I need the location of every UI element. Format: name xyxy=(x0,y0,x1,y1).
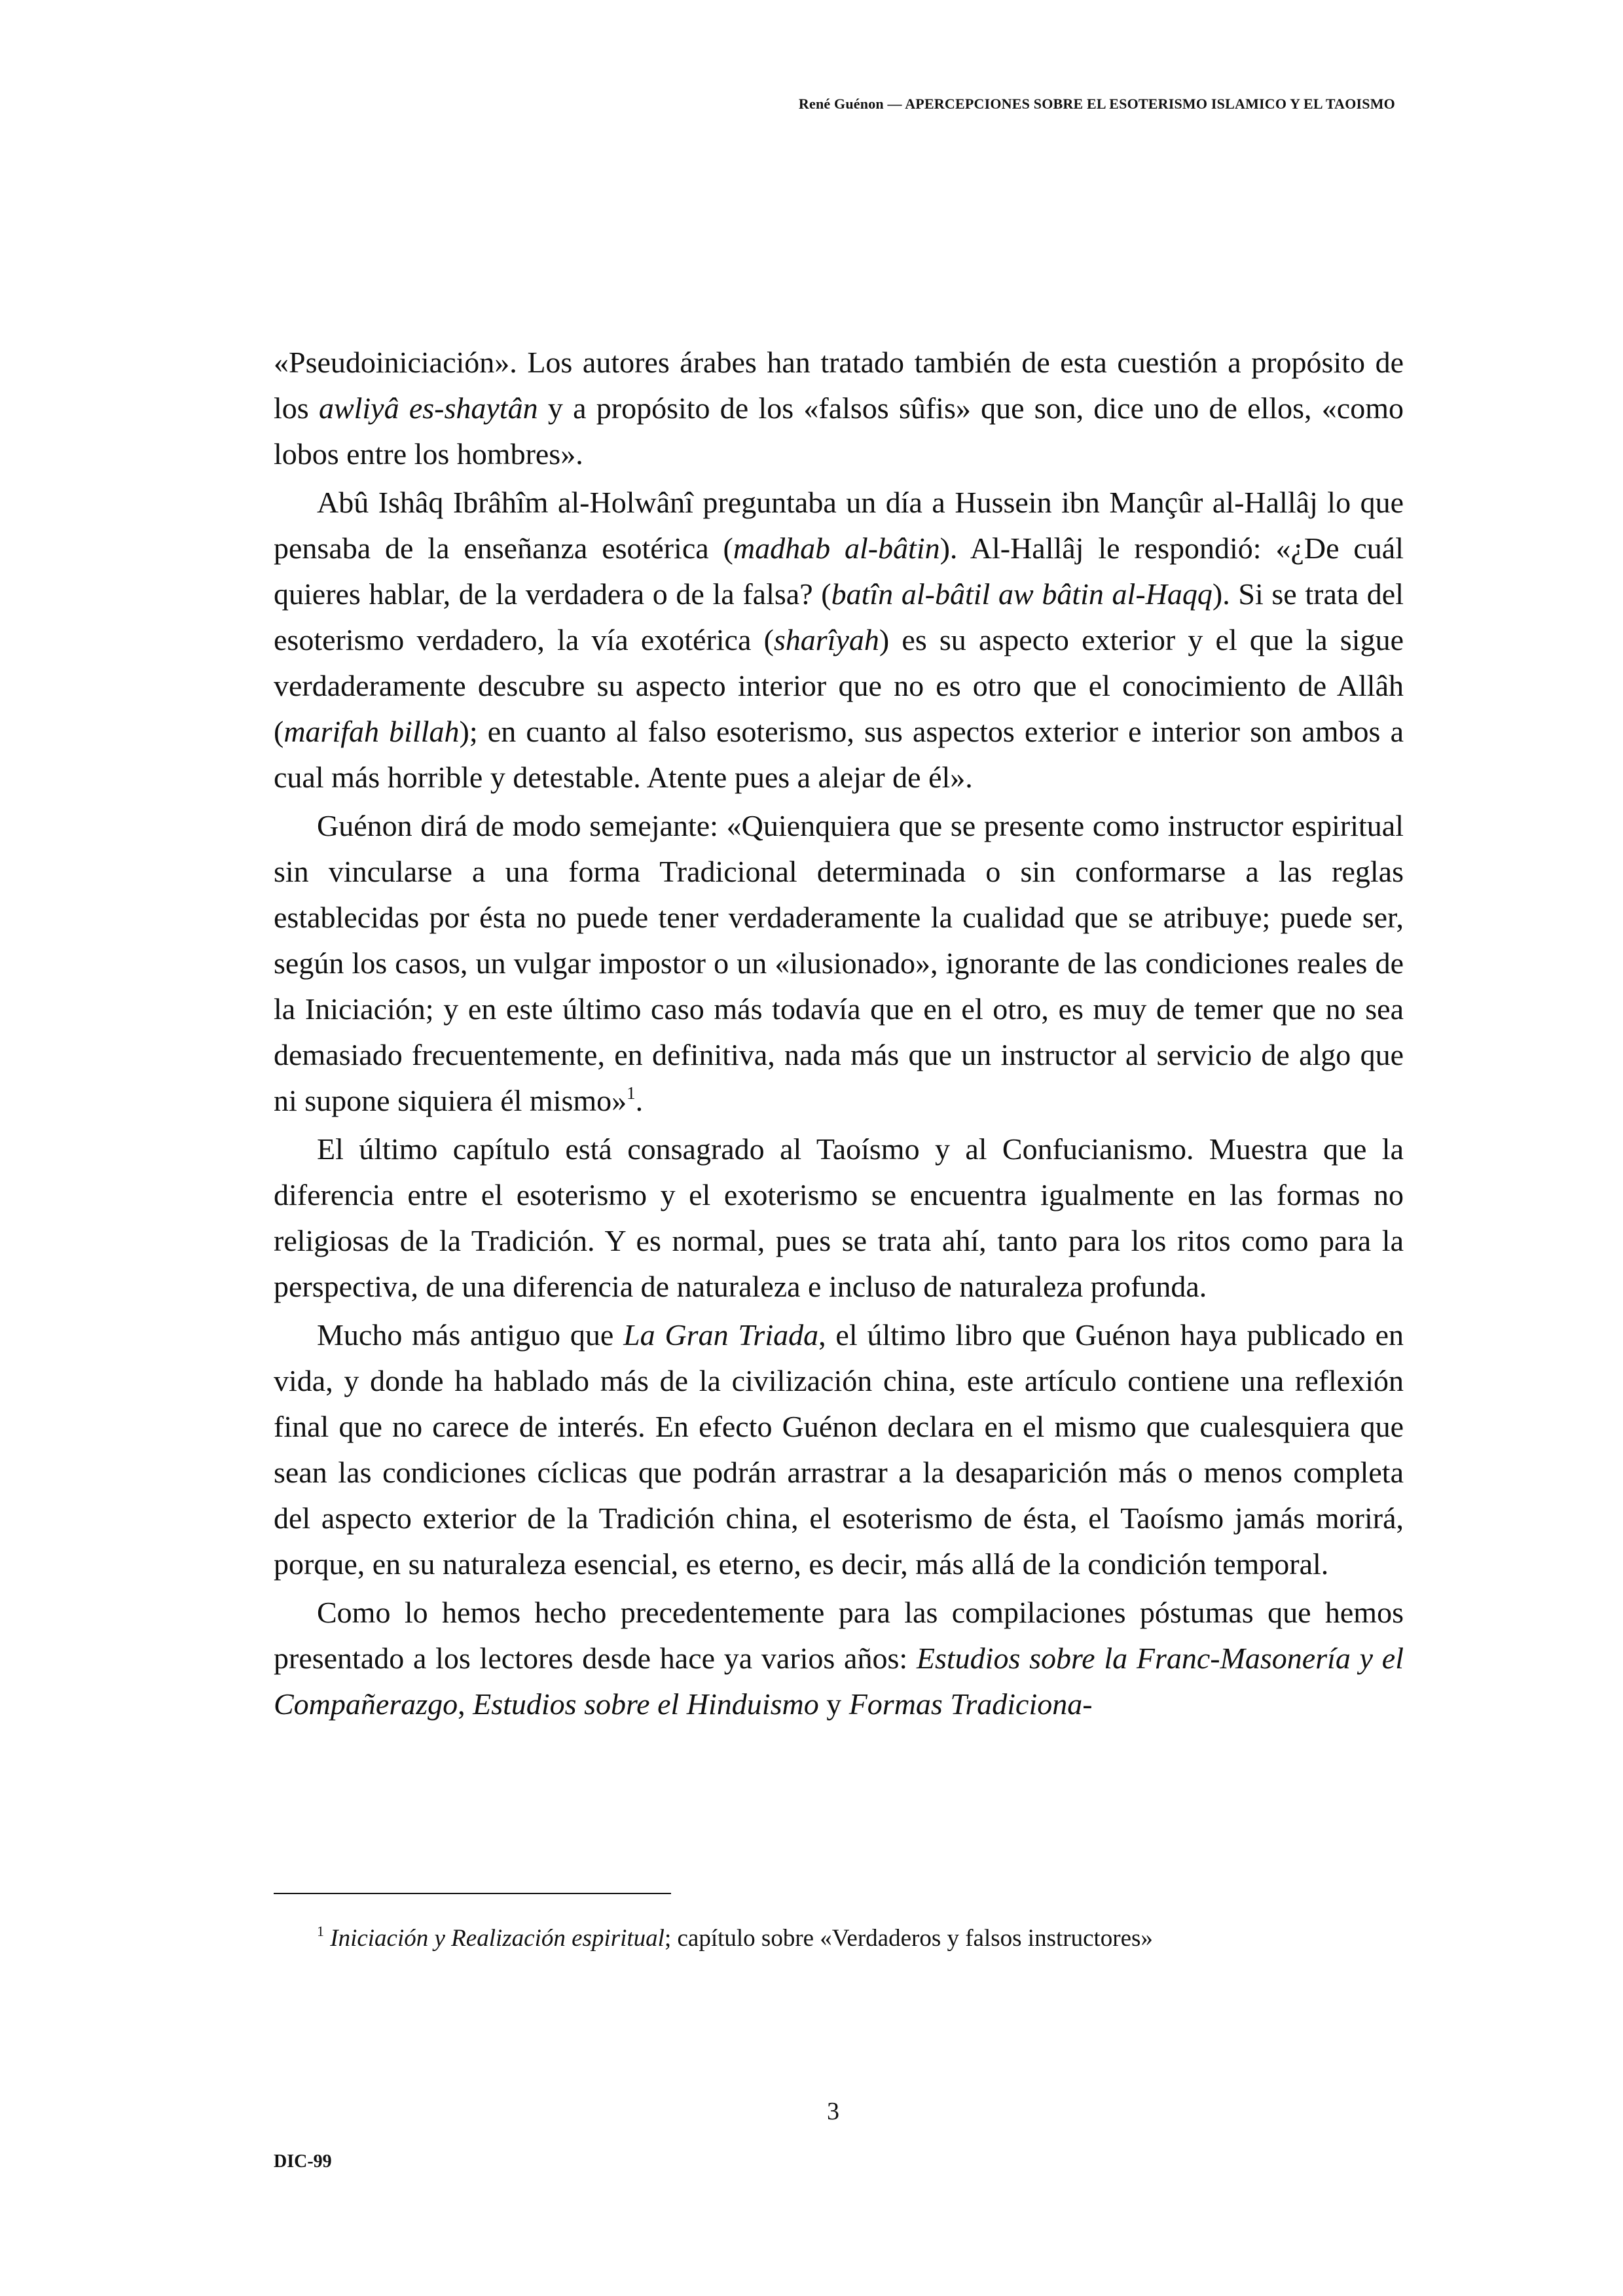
paragraph-5-italic: La Gran Triada xyxy=(623,1318,819,1352)
paragraph-1-text: y a propósito de los «falsos sûfis» que son, dice uno de ellos, «como lobos entre los hombres». xyxy=(274,391,1404,471)
paragraph-2-text: ). Al-Hallâj le respondió: «¿De cuál quieres hablar, de la verdadera o de la falsa? ( xyxy=(274,531,1404,611)
page-number: 3 xyxy=(827,2098,839,2125)
paragraph-1 xyxy=(274,340,1404,477)
paragraph-2-italic: madhab al-bâtin xyxy=(733,531,940,565)
paragraph-4-text: El último capítulo está consagrado al Taoísmo y al Confucianismo. Muestra que la diferencia entre el esoterismo y el exoterismo se encuentra igualmente en las formas no religiosas de la Tradición. Y es normal, pues se trata ahí, tanto para los ritos como para la perspectiva, de una diferencia de naturaleza e incluso de naturaleza profunda. xyxy=(274,1132,1404,1303)
paragraph-2 xyxy=(274,480,1404,800)
paragraph-2-italic: sharîyah xyxy=(773,623,879,656)
paragraph-2-text: Abû Ishâq Ibrâhîm al-Holwânî preguntaba un día a Hussein ibn Mançûr al-Hallâj lo que pensaba de la enseñanza esotérica ( xyxy=(274,486,1404,565)
paragraph-3-tail: . xyxy=(635,1084,644,1117)
footnote-marker: 1 xyxy=(317,1923,324,1939)
body-text xyxy=(274,340,1404,1730)
footnote-title: Iniciación y Realización espiritual xyxy=(330,1925,665,1952)
paragraph-2-italic: marifah billah xyxy=(283,715,460,748)
document-code: DIC-99 xyxy=(274,2151,332,2172)
paragraph-5-text: , el último libro que Guénon haya publicado en vida, y donde ha hablado más de la civilización china, este artículo contiene una reflexión final que no carece de interés. En efecto Guénon declara en el mismo que cualesquiera que sean las condiciones cíclicas que podrán arrastrar a la desaparición más o menos completa del aspecto exterior de la Tradición china, el esoterismo de ésta, el Taoísmo jamás morirá, porque, en su naturaleza esencial, es eterno, es decir, más allá de la condición temporal. xyxy=(274,1318,1404,1581)
paragraph-6 xyxy=(274,1590,1404,1727)
paragraph-2-text: ) es su aspecto exterior y el que la sigue verdaderamente descubre su aspecto interior que no es otro que el conocimiento de Allâh ( xyxy=(274,623,1404,748)
paragraph-6-italic: Formas Tradiciona- xyxy=(848,1687,1093,1721)
paragraph-4 xyxy=(274,1126,1404,1310)
paragraph-2-italic: batîn al-bâtil aw bâtin al-Haqq xyxy=(831,577,1213,611)
paragraph-6-text: Como lo hemos hecho precedentemente para las compilaciones póstumas que hemos presentado a los lectores desde hace ya varios años: xyxy=(274,1596,1404,1675)
paragraph-3 xyxy=(274,803,1404,1124)
footnote xyxy=(317,1922,1153,1955)
running-header: René Guénon — APERCEPCIONES SOBRE EL ESOTERISMO ISLAMICO Y EL TAOISMO xyxy=(798,96,1395,112)
paragraph-5 xyxy=(274,1312,1404,1587)
paragraph-1-italic: awliyâ es-shaytân xyxy=(318,391,538,425)
paragraph-3-text: Guénon dirá de modo semejante: «Quienquiera que se presente como instructor espiritual sin vincularse a una forma Tradicional determinada o sin conformarse a las reglas establecidas por ésta no puede tener verdaderamente la cualidad que se atribuye; puede ser, según los casos, un vulgar impostor o un «ilusionado», ignorante de las condiciones reales de la Iniciación; y en este último caso más todavía que en el otro, es muy de temer que no sea demasiado frecuentemente, en definitiva, nada más que un instructor al servicio de algo que ni supone siquiera él mismo» xyxy=(274,809,1404,1117)
paragraph-1-text: «Pseudoiniciación». Los autores árabes han tratado también de esta cuestión a propósito de los xyxy=(274,346,1404,425)
paragraph-6-text: , xyxy=(458,1687,473,1721)
paragraph-5-text: Mucho más antiguo que xyxy=(317,1318,624,1352)
paragraph-6-italic: Estudios sobre el Hinduismo xyxy=(473,1687,819,1721)
footnote-reference[interactable]: 1 xyxy=(627,1083,636,1103)
footnote-rule xyxy=(274,1893,671,1894)
paragraph-2-text: ). Si se trata del esoterismo verdadero, la vía exotérica ( xyxy=(274,577,1404,656)
paragraph-2-text: ); en cuanto al falso esoterismo, sus aspectos exterior e interior son ambos a cual más horrible y detestable. Atente pues a alejar de él». xyxy=(274,715,1404,794)
paragraph-6-italic: Estudios sobre la Franc-Masonería y el Compañerazgo xyxy=(274,1641,1404,1721)
footnote-text: ; capítulo sobre «Verdaderos y falsos instructores» xyxy=(664,1925,1153,1952)
paragraph-6-text: y xyxy=(818,1687,849,1721)
